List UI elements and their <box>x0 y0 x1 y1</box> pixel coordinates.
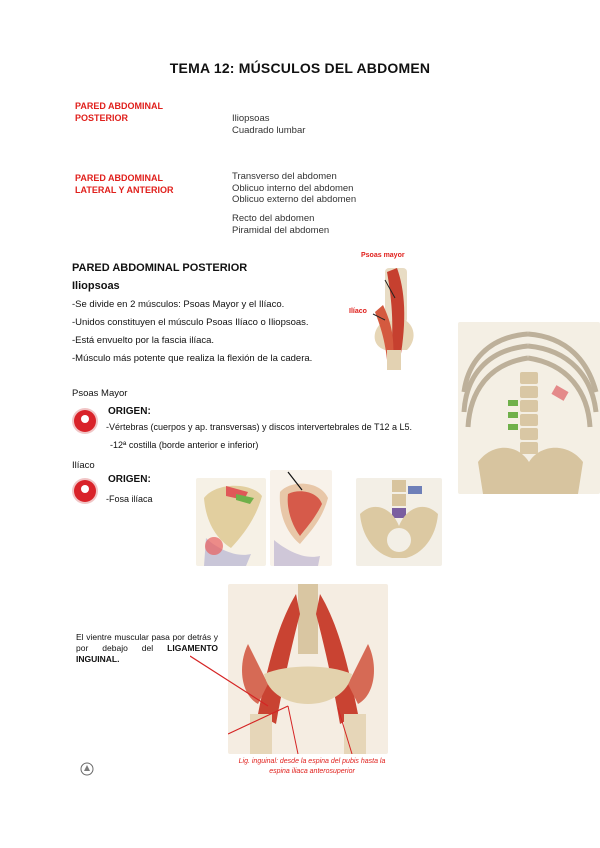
label-line: POSTERIOR <box>75 113 129 123</box>
muscle-item: Cuadrado lumbar <box>232 124 306 136</box>
section-title: PARED ABDOMINAL POSTERIOR <box>72 262 248 274</box>
psoas-mayor-heading: Psoas Mayor <box>72 388 128 399</box>
caption-line: Lig. inguinal: desde la espina del pubis hasta la <box>238 758 386 765</box>
iliacus-muscle-figure <box>270 470 332 566</box>
psoas-origin-label: ORIGEN: <box>108 406 151 417</box>
spine-ribs-figure <box>458 322 600 494</box>
psoas-origin-lines <box>106 418 412 454</box>
muscle-item: Oblicuo externo del abdomen <box>232 194 357 205</box>
note-bold: LIGAMENTO INGUINAL. <box>76 643 218 664</box>
summary-posterior-muscles <box>232 113 305 136</box>
point: -Está envuelto por la fascia ilíaca. <box>72 335 215 346</box>
iliaco-heading: Ilíaco <box>72 460 95 471</box>
label-psoas: Psoas mayor <box>361 252 405 259</box>
summary-lateral-label <box>75 172 174 196</box>
point: -Unidos constituyen el músculo Psoas Ilíaco o Iliopsoas. <box>72 317 309 328</box>
iliopsoas-figure <box>345 250 430 370</box>
muscle-item: Transverso del abdomen <box>232 171 337 182</box>
iliopsoas-heading: Iliopsoas <box>72 280 120 292</box>
caption-line: espina iliaca anterosuperior <box>269 768 355 775</box>
origin-line: -Vértebras (cuerpos y ap. transversas) y discos intervertebrales de T12 a L5. <box>106 422 412 432</box>
origin-icon <box>74 480 96 502</box>
label-line: LATERAL Y ANTERIOR <box>75 185 174 195</box>
iliac-bone-figure <box>196 478 266 566</box>
origin-line: -Fosa ilíaca <box>106 494 153 504</box>
summary-posterior-label <box>75 100 163 124</box>
university-logo <box>80 762 94 776</box>
iliaco-origin-lines <box>106 490 153 508</box>
point: -Se divide en 2 músculos: Psoas Mayor y el Ilíaco. <box>72 299 285 310</box>
iliopsoas-points <box>72 296 352 368</box>
inguinal-note <box>76 632 218 665</box>
summary-lateral-muscles-1 <box>232 171 356 206</box>
iliaco-origin-label: ORIGEN: <box>108 474 151 485</box>
origin-line: -12ª costilla (borde anterior e inferior) <box>110 440 259 450</box>
muscle-item: Piramidal del abdomen <box>232 224 330 236</box>
muscle-item: Oblicuo interno del abdomen <box>232 182 354 194</box>
note-text: El vientre muscular pasa por detrás y por debajo del <box>76 632 218 653</box>
label-line: PARED ABDOMINAL <box>75 173 163 183</box>
pelvis-front-figure <box>356 478 442 566</box>
point: -Músculo más potente que realiza la flexión de la cadera. <box>72 353 313 364</box>
label-line: PARED ABDOMINAL <box>75 101 163 111</box>
summary-lateral-muscles-2 <box>232 213 329 236</box>
caption <box>232 757 392 777</box>
page-title: TEMA 12: MÚSCULOS DEL ABDOMEN <box>169 60 431 76</box>
muscle-item: Iliopsoas <box>232 113 270 124</box>
muscle-item: Recto del abdomen <box>232 213 315 224</box>
label-iliaco: Ilíaco <box>349 308 367 315</box>
origin-icon <box>74 410 96 432</box>
